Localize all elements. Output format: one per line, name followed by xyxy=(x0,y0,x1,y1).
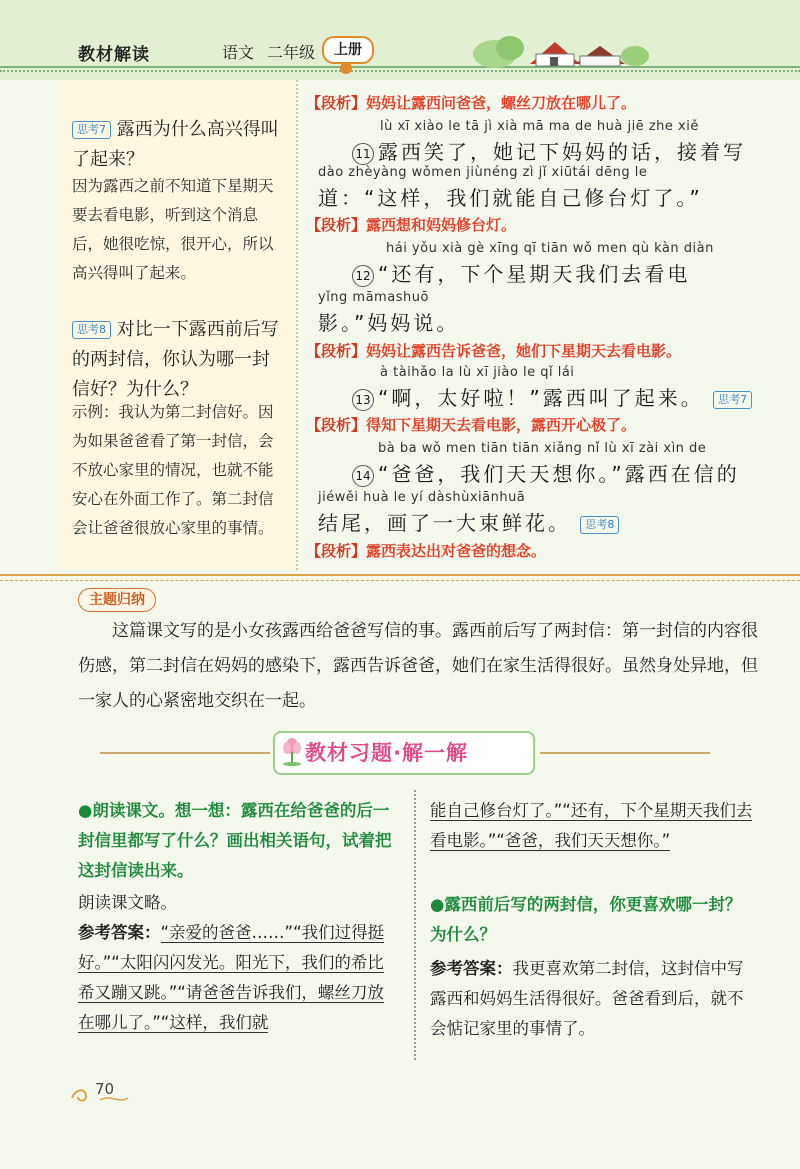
reference-answer-text: 我更喜欢第二封信，这封信中写露西和妈妈生活得很好。爸爸看到后，就不会惦记家里的事情了。 xyxy=(430,959,744,1038)
paragraph-number: 11 xyxy=(352,143,374,165)
paragraph-12-line-1 xyxy=(352,258,690,287)
section-divider-dashed xyxy=(0,580,800,581)
exercise-question-2: ●露西前后写的两封信，你更喜欢哪一封？为什么？ xyxy=(430,895,742,944)
analysis-tag: 【段析】 xyxy=(306,216,367,234)
paragraph-number: 13 xyxy=(352,389,374,411)
pinyin-line: à tàihǎo la lù xī jiào le qǐ lái xyxy=(380,365,575,380)
header-rule xyxy=(0,66,800,68)
reference-answer-label: 参考答案： xyxy=(430,959,513,978)
theme-summary-label: 主题归纳 xyxy=(78,588,156,612)
text-line: “还有，下个星期天我们去看电 xyxy=(378,262,691,286)
banner-title-left: 教材习题 xyxy=(305,741,393,765)
analysis-text: 露西表达出对爸爸的想念。 xyxy=(366,542,547,560)
exercise-answer-1-continued xyxy=(430,796,756,856)
village-house-icon xyxy=(470,30,650,70)
volume-badge: 上册 xyxy=(322,36,374,64)
analysis-text: 妈妈让露西告诉爸爸，她们下星期天去看电影。 xyxy=(366,342,682,360)
paragraph-14-line-2 xyxy=(318,507,619,536)
reference-answer-text-cont: 能自己修台灯了。”“还有，下个星期天我们去看电影。”“爸爸，我们天天想你。” xyxy=(430,801,753,850)
banner-rule-left xyxy=(100,752,270,754)
think-question-8-text: 对比一下露西前后写的两封信，你认为哪一封信好？为什么？ xyxy=(72,319,279,400)
banner-rule-right xyxy=(540,752,710,754)
analysis-tag: 【段析】 xyxy=(306,342,367,360)
analysis-text: 妈妈让露西问爸爸，螺丝刀放在哪儿了。 xyxy=(366,94,637,112)
analysis-note-1 xyxy=(306,92,636,113)
paragraph-number: 12 xyxy=(352,265,374,287)
pinyin-line: yǐng māmashuō xyxy=(318,290,429,305)
text-line: 露西笑了，她记下妈妈的话，接着写 xyxy=(378,140,746,164)
column-divider xyxy=(414,790,416,1060)
analysis-note-4 xyxy=(306,414,636,435)
reference-answer-label: 参考答案： xyxy=(78,923,161,942)
header-ornament-icon xyxy=(340,62,352,74)
think-answer-8: 示例：我认为第二封信好。因为如果爸爸看了第一封信，会不放心家里的情况，也就不能安心在外面工作了。第二封信会让爸爸很放心家里的事情。 xyxy=(72,403,274,537)
analysis-text: 露西想和妈妈修台灯。 xyxy=(366,216,517,234)
think-question-7 xyxy=(72,115,287,175)
think-answer-7: 因为露西之前不知道下星期天要去看电影，听到这个消息后，她很吃惊，很开心，所以高兴得叫了起来。 xyxy=(72,177,274,282)
analysis-tag: 【段析】 xyxy=(306,542,367,560)
think-question-7-text: 露西为什么高兴得叫了起来？ xyxy=(72,119,279,170)
paragraph-number: 14 xyxy=(352,465,374,487)
analysis-text: 得知下星期天去看电影，露西开心极了。 xyxy=(366,416,637,434)
think-ref-badge-8: 思考8 xyxy=(580,516,619,534)
analysis-note-3 xyxy=(306,340,681,361)
reference-answer-text: “亲爱的爸爸……”“我们过得挺好。”“太阳闪闪发光。阳光下，我们的希比希又蹦又跳。”“请爸爸告诉我们，螺丝刀放在哪儿了。”“这样，我们就 xyxy=(78,923,385,1032)
banner-title-right: 解一解 xyxy=(401,741,468,765)
analysis-tag: 【段析】 xyxy=(306,94,367,112)
banner-title-dot: · xyxy=(393,741,402,765)
page-number: 70 xyxy=(95,1080,115,1098)
theme-summary-text: 这篇课文写的是小女孩露西给爸爸写信的事。露西前后写了两封信：第一封信的内容很伤感，第二封信在妈妈的感染下，露西告诉爸爸，她们在家生活得很好。虽然身处异地，但一家人的心紧密地交织在一起。 xyxy=(78,621,758,711)
pinyin-line: lù xī xiào le tā jì xià mā ma de huà jiē zhe xiě xyxy=(380,119,699,134)
text-line: “爸爸，我们天天想你。”露西在信的 xyxy=(378,462,740,486)
think-badge-8: 思考8 xyxy=(72,321,111,339)
header-dotted-rule xyxy=(0,70,800,72)
paragraph-14-line-1 xyxy=(352,458,740,487)
analysis-note-5 xyxy=(306,540,546,561)
think-question-8 xyxy=(72,315,287,405)
subject-label: 语文 xyxy=(222,43,255,62)
pinyin-line: dào zhèyàng wǒmen jiùnéng zì jǐ xiūtái dēng le xyxy=(318,165,648,180)
exercise-answer-1-note: 朗读课文略。 xyxy=(78,893,177,912)
paragraph-12-line-2: 影。”妈妈说。 xyxy=(318,311,460,335)
grade-label: 二年级 xyxy=(267,43,316,62)
think-ref-badge-7: 思考7 xyxy=(713,391,752,409)
exercise-question-1: ●朗读课文。想一想：露西在给爸爸的后一封信里都写了什么？画出相关语句，试着把这封信读出来。 xyxy=(78,801,392,880)
exercise-answer-2 xyxy=(430,954,756,1044)
lotus-flower-icon xyxy=(281,736,303,766)
analysis-tag: 【段析】 xyxy=(306,416,367,434)
text-line: 结尾，画了一大束鲜花。 xyxy=(318,511,571,535)
exercise-banner-title xyxy=(305,737,468,767)
paragraph-11-line-2: 道：“这样，我们就能自己修台灯了。” xyxy=(318,186,703,210)
analysis-note-2 xyxy=(306,214,516,235)
section-divider xyxy=(0,574,800,576)
paragraph-13-line-1 xyxy=(352,382,752,411)
text-line: “啊，太好啦！”露西叫了起来。 xyxy=(378,386,704,410)
pinyin-line: jiéwěi huà le yí dàshùxiānhuā xyxy=(318,490,526,505)
book-title: 教材解读 xyxy=(78,45,150,65)
panel-divider xyxy=(296,80,298,570)
exercise-answer-1 xyxy=(78,918,396,1038)
pinyin-line: hái yǒu xià gè xīng qī tiān wǒ men qù kàn diàn xyxy=(386,241,714,256)
think-badge-7: 思考7 xyxy=(72,121,111,139)
pinyin-line: bà ba wǒ men tiān tiān xiǎng nǐ lù xī zài xìn de xyxy=(378,441,707,456)
paragraph-11-line-1 xyxy=(352,136,746,165)
